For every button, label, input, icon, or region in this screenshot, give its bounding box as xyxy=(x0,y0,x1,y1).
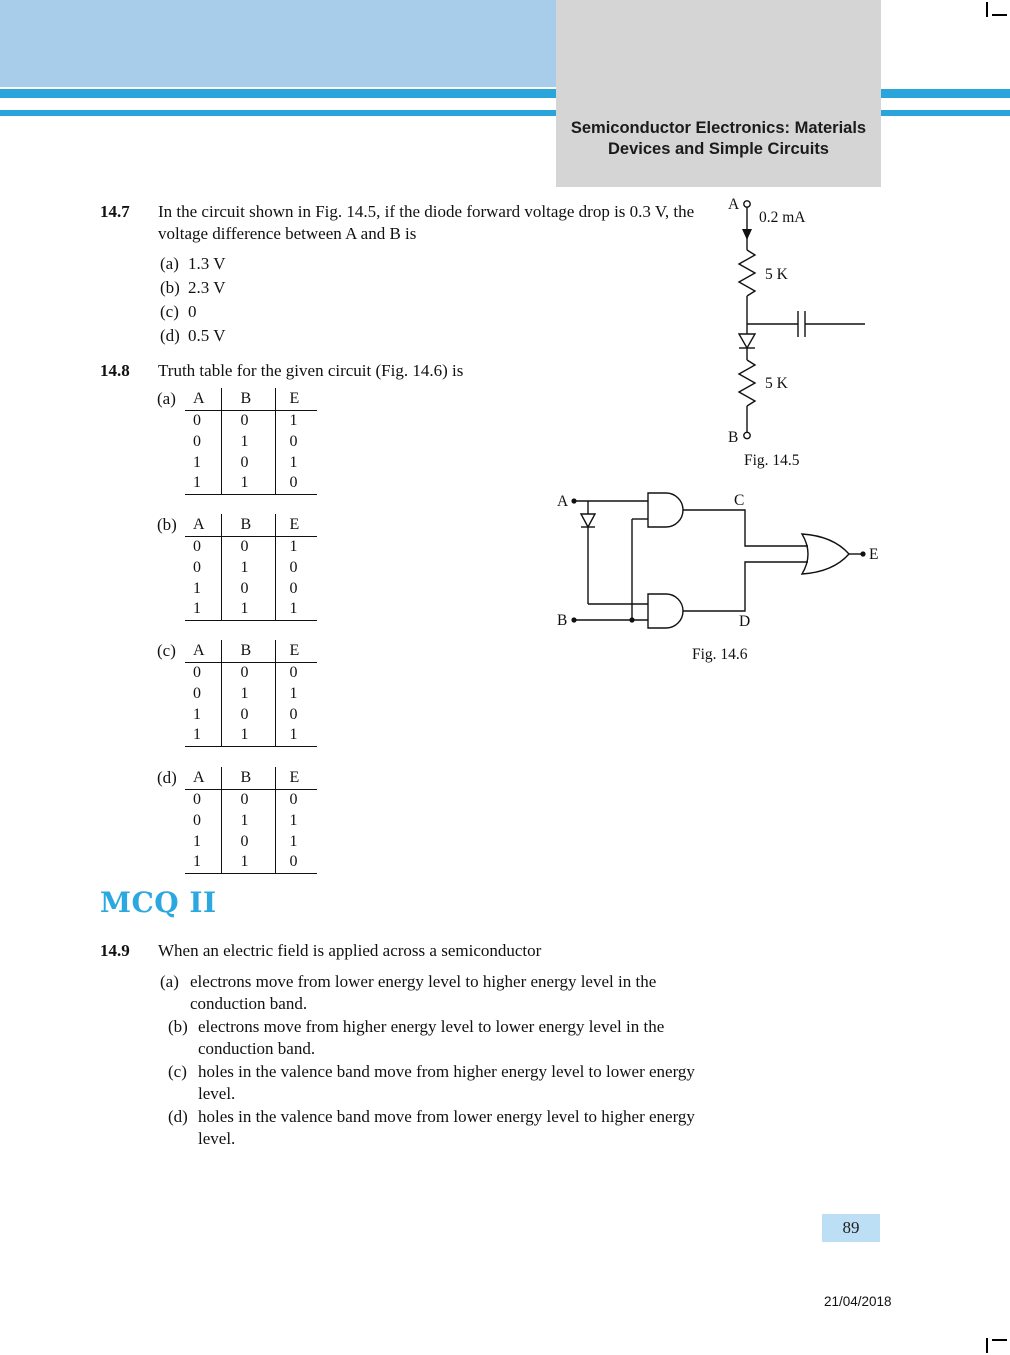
crop-mark-horizontal xyxy=(992,14,1007,16)
truth-table-cell: 0 xyxy=(221,831,275,852)
truth-table-cell: 1 xyxy=(221,683,275,704)
truth-table-row xyxy=(185,789,317,810)
option-label: (a) xyxy=(160,254,179,273)
truth-table-row xyxy=(185,831,317,852)
fig-14-5-caption: Fig. 14.5 xyxy=(744,452,800,469)
truth-table-cell: 1 xyxy=(275,683,317,704)
truth-table-cell: 0 xyxy=(275,704,317,725)
option-d xyxy=(160,324,225,348)
option-label: (b) xyxy=(168,1017,188,1036)
truth-table-cell: 0 xyxy=(275,578,317,599)
truth-table-cell: 0 xyxy=(221,789,275,810)
fig-14-6-label-d: D xyxy=(739,613,751,630)
truth-table-cell: 0 xyxy=(193,558,201,576)
chapter-title-box xyxy=(556,0,881,187)
crop-mark-vertical xyxy=(986,2,988,17)
question-14-9-number: 14.9 xyxy=(100,941,130,960)
fig-14-6-caption: Fig. 14.6 xyxy=(692,646,748,663)
truth-table-label: (d) xyxy=(157,768,177,787)
truth-table-cell: 1 xyxy=(221,852,275,873)
truth-table-row xyxy=(185,431,317,452)
truth-table-header: B xyxy=(221,388,275,410)
question-14-9 xyxy=(100,940,713,962)
truth-table xyxy=(185,388,317,495)
truth-table-cell: 1 xyxy=(275,599,317,620)
truth-table-cell: 0 xyxy=(221,704,275,725)
truth-table-cell: 0 xyxy=(221,662,275,683)
truth-table-header: A xyxy=(185,514,221,536)
question-14-7-text: In the circuit shown in Fig. 14.5, if the diode forward voltage drop is 0.3 V, the voltage difference between A and B is xyxy=(158,202,695,243)
truth-table-header-row xyxy=(185,640,317,662)
and-gate-icon xyxy=(648,493,683,527)
truth-table xyxy=(185,640,317,747)
truth-table-label: (b) xyxy=(157,515,177,534)
fig-14-5-resistor2-label: 5 K xyxy=(765,375,788,392)
output-e-node xyxy=(860,551,865,556)
option-a xyxy=(160,971,720,1015)
truth-table-cell: 0 xyxy=(275,431,317,452)
truth-table-header: E xyxy=(275,514,317,536)
truth-table-row xyxy=(185,578,317,599)
truth-table-header: A xyxy=(185,388,221,410)
fig-14-5-circuit xyxy=(707,192,877,454)
truth-table-row xyxy=(185,473,317,494)
terminal-a-node xyxy=(744,201,750,207)
crop-mark-bottom-right xyxy=(986,1338,1008,1353)
truth-table-b xyxy=(157,514,317,621)
truth-table-row xyxy=(185,536,317,557)
fig-14-6-label-b: B xyxy=(557,612,568,629)
truth-table-header: A xyxy=(185,767,221,789)
truth-table-label: (a) xyxy=(157,389,176,408)
truth-table-cell: 0 xyxy=(221,410,275,431)
option-text: holes in the valence band move from higher energy level to lower energy level. xyxy=(198,1062,695,1103)
truth-table-label: (c) xyxy=(157,641,176,660)
fig-14-6-label-e: E xyxy=(869,546,879,563)
truth-table-c xyxy=(157,640,317,747)
and-gate-icon xyxy=(648,594,683,628)
question-14-7-number: 14.7 xyxy=(100,202,130,221)
truth-table-cell: 1 xyxy=(221,557,275,578)
truth-table-cell: 1 xyxy=(185,473,221,494)
question-14-8 xyxy=(100,360,713,382)
option-c xyxy=(168,1061,720,1105)
question-14-9-options xyxy=(160,971,720,1151)
option-text: electrons move from higher energy level to lower energy level in the conduction band. xyxy=(198,1017,665,1058)
crop-mark-vertical xyxy=(986,1338,988,1353)
truth-table-cell: 1 xyxy=(193,579,201,597)
truth-table-row xyxy=(185,557,317,578)
truth-table xyxy=(185,514,317,621)
fig-14-6-label-a: A xyxy=(557,493,569,510)
option-label: (b) xyxy=(160,278,180,297)
truth-table-row xyxy=(185,683,317,704)
option-d xyxy=(168,1106,720,1150)
question-14-7-options xyxy=(160,252,225,348)
truth-table-cell: 0 xyxy=(193,537,201,555)
truth-table-cell: 1 xyxy=(275,452,317,473)
truth-table-header-row xyxy=(185,388,317,410)
truth-table-header-row xyxy=(185,514,317,536)
truth-table-cell: 1 xyxy=(185,725,221,746)
truth-table-a xyxy=(157,388,317,495)
truth-table-cell: 0 xyxy=(221,578,275,599)
truth-table-cell: 1 xyxy=(185,599,221,620)
truth-table-cell: 0 xyxy=(275,473,317,494)
option-text: electrons move from lower energy level to higher energy level in the conduction band. xyxy=(190,972,657,1013)
question-14-8-number: 14.8 xyxy=(100,361,130,380)
truth-table-cell: 1 xyxy=(275,831,317,852)
truth-table-row xyxy=(185,810,317,831)
question-14-8-text: Truth table for the given circuit (Fig. 14.6) is xyxy=(158,361,464,380)
truth-table-header-row xyxy=(185,767,317,789)
truth-table-cell: 1 xyxy=(221,473,275,494)
option-label: (d) xyxy=(168,1107,188,1126)
truth-table-header: B xyxy=(221,767,275,789)
question-14-9-text: When an electric field is applied across a semiconductor xyxy=(158,941,542,960)
truth-table-cell: 1 xyxy=(193,705,201,723)
truth-table-cell: 0 xyxy=(221,452,275,473)
truth-table-row xyxy=(185,452,317,473)
truth-table-cell: 0 xyxy=(221,536,275,557)
truth-table-cell: 0 xyxy=(193,790,201,808)
crop-mark-top-right xyxy=(986,2,1008,17)
truth-table-d xyxy=(157,767,317,874)
fig-14-5-resistor1-label: 5 K xyxy=(765,266,788,283)
option-text: holes in the valence band move from lower energy level to higher energy level. xyxy=(198,1107,695,1148)
option-text: 0.5 V xyxy=(188,326,226,345)
option-a xyxy=(160,252,225,276)
truth-table-header: B xyxy=(221,640,275,662)
not-gate-icon xyxy=(581,514,595,527)
truth-table-cell: 0 xyxy=(275,852,317,873)
option-text: 1.3 V xyxy=(188,254,226,273)
page-number-badge: 89 xyxy=(822,1214,880,1242)
truth-table-cell: 0 xyxy=(275,789,317,810)
truth-table-header: E xyxy=(275,388,317,410)
diode-icon xyxy=(739,334,755,348)
truth-table-cell: 0 xyxy=(275,662,317,683)
truth-table-cell: 1 xyxy=(221,599,275,620)
question-14-7 xyxy=(100,201,713,245)
option-b xyxy=(160,276,225,300)
truth-table-cell: 1 xyxy=(275,536,317,557)
truth-table-cell: 1 xyxy=(275,410,317,431)
fig-14-5-label-a: A xyxy=(728,196,740,213)
truth-table-cell: 1 xyxy=(193,453,201,471)
option-text: 0 xyxy=(188,302,197,321)
option-text: 2.3 V xyxy=(188,278,226,297)
truth-table xyxy=(185,767,317,874)
section-title-mcq2: MCQ II xyxy=(100,886,217,919)
truth-table-row xyxy=(185,599,317,620)
truth-table-cell: 1 xyxy=(221,810,275,831)
truth-table-header: A xyxy=(185,640,221,662)
chapter-title-line2: Devices and Simple Circuits xyxy=(607,140,829,158)
chapter-title-line1: Semiconductor Electronics: Materials xyxy=(570,119,867,137)
resistor-icon xyxy=(739,250,755,296)
truth-table-cell: 0 xyxy=(193,411,201,429)
header-blue-band xyxy=(0,0,556,87)
crop-mark-horizontal xyxy=(992,1339,1007,1341)
truth-table-header: E xyxy=(275,640,317,662)
truth-table-cell: 0 xyxy=(275,557,317,578)
truth-table-cell: 0 xyxy=(193,432,201,450)
truth-table-cell: 1 xyxy=(221,431,275,452)
fig-14-5-current-label: 0.2 mA xyxy=(759,209,806,226)
truth-table-row xyxy=(185,662,317,683)
truth-table-row xyxy=(185,852,317,873)
option-b xyxy=(168,1016,720,1060)
or-gate-icon xyxy=(802,534,849,574)
truth-table-cell: 0 xyxy=(193,663,201,681)
terminal-b-node xyxy=(744,432,750,438)
truth-table-header: E xyxy=(275,767,317,789)
truth-table-cell: 0 xyxy=(193,811,201,829)
truth-table-row xyxy=(185,410,317,431)
truth-table-cell: 1 xyxy=(193,832,201,850)
wire-d xyxy=(683,562,808,611)
truth-table-cell: 1 xyxy=(275,810,317,831)
wire-c xyxy=(683,510,808,546)
option-label: (c) xyxy=(168,1062,187,1081)
option-c xyxy=(160,300,225,324)
truth-table-header: B xyxy=(221,514,275,536)
option-label: (c) xyxy=(160,302,179,321)
truth-table-row xyxy=(185,725,317,746)
truth-table-cell: 1 xyxy=(185,852,221,873)
print-date: 21/04/2018 xyxy=(824,1294,892,1309)
truth-table-cell: 0 xyxy=(193,684,201,702)
chapter-title xyxy=(556,118,881,160)
current-arrow-icon xyxy=(742,229,752,240)
resistor-icon xyxy=(739,360,755,406)
truth-table-cell: 1 xyxy=(275,725,317,746)
truth-table-row xyxy=(185,704,317,725)
option-label: (d) xyxy=(160,326,180,345)
fig-14-6-label-c: C xyxy=(734,492,745,509)
truth-table-cell: 1 xyxy=(221,725,275,746)
fig-14-6-circuit xyxy=(548,490,883,642)
option-label: (a) xyxy=(160,972,179,991)
fig-14-5-label-b: B xyxy=(728,429,739,446)
